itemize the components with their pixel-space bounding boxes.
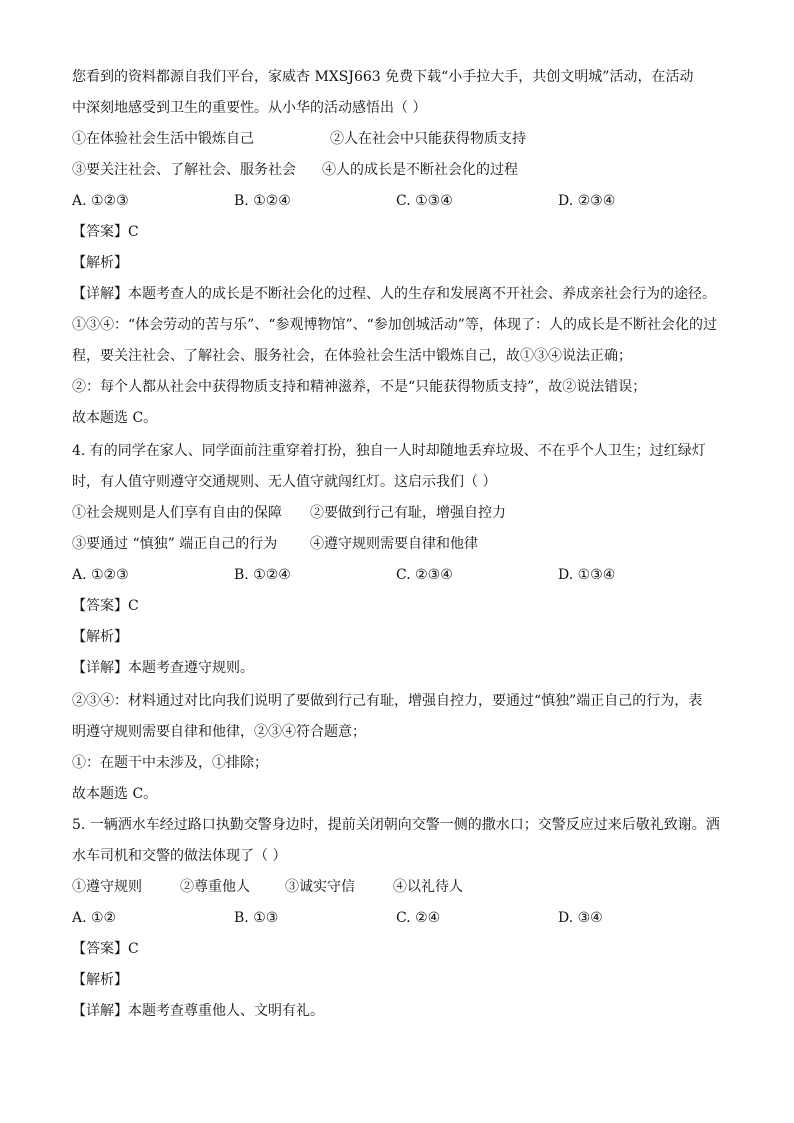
question-5-analysis-heading: 【解析】 bbox=[72, 972, 128, 988]
question-4-answer: 【答案】C bbox=[72, 598, 139, 614]
question-5-detail-1: 【详解】本题考查尊重他人、文明有礼。 bbox=[72, 1003, 324, 1019]
question-4-statement-2: ②要做到行己有耻，增强自控力 bbox=[310, 505, 506, 521]
question-4-detail-3: 明遵守规则需要自律和他律，②③④符合题意； bbox=[72, 724, 366, 740]
question-4-detail-1: 【详解】本题考查遵守规则。 bbox=[72, 660, 254, 676]
question-4-analysis-heading: 【解析】 bbox=[72, 629, 128, 645]
question-4-statement-3: ③要通过 “慎独” 端正自己的行为 bbox=[72, 536, 278, 552]
question-5-statement-1: ①遵守规则 bbox=[72, 879, 142, 895]
question-3-detail-4: ②：每个人都从社会中获得物质支持和精神滋养，不是“只能获得物质支持”，故②说法错误； bbox=[72, 379, 647, 395]
question-5-answer: 【答案】C bbox=[72, 941, 139, 957]
question-3-option-c: C. ①③④ bbox=[396, 193, 453, 209]
question-3-statement-4: ④人的成长是不断社会化的过程 bbox=[322, 162, 518, 178]
question-4-stem-line-2: 时，有人值守则遵守交通规则、无人值守就闯红灯。这启示我们（ ） bbox=[72, 474, 497, 490]
question-3-option-a: A. ①②③ bbox=[72, 193, 129, 209]
question-3-statement-2: ②人在社会中只能获得物质支持 bbox=[330, 131, 526, 147]
question-4-detail-2: ②③④：材料通过对比向我们说明了要做到行己有耻，增强自控力，要通过“慎独”端正自己的行为，表 bbox=[72, 693, 703, 709]
question-5-statement-3: ③诚实守信 bbox=[285, 879, 355, 895]
question-4-stem-line-1: 4. 有的同学在家人、同学面前注重穿着打扮，独自一人时却随地丢弃垃圾、不在乎个人卫生；过红绿灯 bbox=[72, 443, 706, 459]
question-4-statement-1: ①社会规则是人们享有自由的保障 bbox=[72, 505, 282, 521]
question-3-option-b: B. ①②④ bbox=[234, 193, 291, 209]
question-5-option-a: A. ①② bbox=[72, 910, 117, 926]
question-3-detail-2: ①③④：“体会劳动的苦与乐”、“参观博物馆”、“参加创城活动”等，体现了：人的成长是不断社会化的过 bbox=[72, 317, 717, 333]
question-4-detail-5: 故本题选 C。 bbox=[72, 786, 158, 802]
question-3-analysis-heading: 【解析】 bbox=[72, 255, 128, 271]
question-5-option-c: C. ②④ bbox=[396, 910, 441, 926]
question-3-statement-3: ③要关注社会、了解社会、服务社会 bbox=[72, 162, 296, 178]
question-3-detail-1: 【详解】本题考查人的成长是不断社会化的过程、人的生存和发展离不开社会、养成亲社会行为的途径。 bbox=[72, 286, 716, 302]
question-5-stem-line-2: 水车司机和交警的做法体现了（ ） bbox=[72, 848, 287, 864]
question-5-stem-line-1: 5. 一辆洒水车经过路口执勤交警身边时，提前关闭朝向交警一侧的撒水口；交警反应过来后敬礼致谢。洒 bbox=[72, 817, 720, 833]
question-3-detail-3: 程，要关注社会、了解社会、服务社会，在体验社会生活中锻炼自己，故①③④说法正确； bbox=[72, 348, 632, 364]
question-3-statement-1: ①在体验社会生活中锻炼自己 bbox=[72, 131, 254, 147]
question-3-detail-5: 故本题选 C。 bbox=[72, 410, 158, 426]
question-4-option-b: B. ①②④ bbox=[234, 567, 291, 583]
question-5-statement-4: ④以礼待人 bbox=[393, 879, 463, 895]
question-3-option-d: D. ②③④ bbox=[558, 193, 616, 209]
question-4-option-a: A. ①②③ bbox=[72, 567, 129, 583]
question-4-statement-4: ④遵守规则需要自律和他律 bbox=[310, 536, 478, 552]
question-4-detail-4: ①：在题干中未涉及，①排除； bbox=[72, 755, 268, 771]
question-4-option-c: C. ②③④ bbox=[396, 567, 453, 583]
question-5-statement-2: ②尊重他人 bbox=[180, 879, 250, 895]
question-5-option-d: D. ③④ bbox=[558, 910, 603, 926]
question-3-stem-line-2: 中深刻地感受到卫生的重要性。从小华的活动感悟出（ ） bbox=[72, 100, 427, 116]
question-5-option-b: B. ①③ bbox=[234, 910, 279, 926]
question-4-option-d: D. ①③④ bbox=[558, 567, 616, 583]
question-3-stem-line-1: 您看到的资料都源自我们平台，家威杏 MXSJ663 免费下载“小手拉大手，共创文明城”活动，在活动 bbox=[72, 69, 694, 85]
question-3-answer: 【答案】C bbox=[72, 224, 139, 240]
